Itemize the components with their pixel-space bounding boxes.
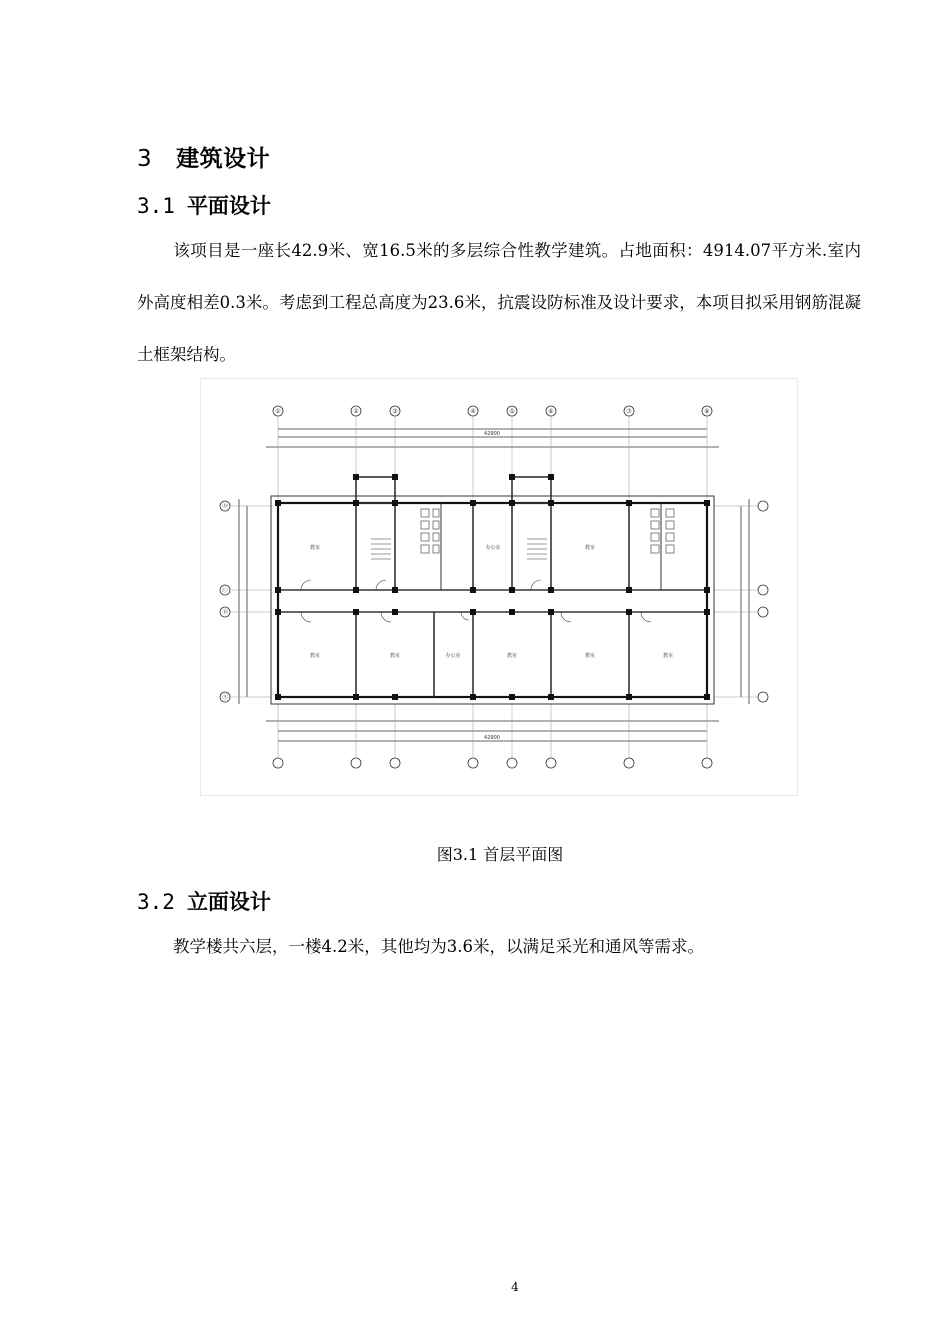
floor-plan-figure — [200, 378, 798, 796]
paragraph-1-text: 该项目是一座长42.9米、宽16.5米的多层综合性教学建筑。占地面积：4914.07平方米.室内外高度相差0.3米。考虑到工程总高度为23.6米，抗震设防标准及设计要求，本项目拟采用钢筋混凝土框架结构。 — [137, 241, 861, 364]
axis-top-4: ④ — [470, 408, 476, 415]
room-label-7: 教室 — [662, 653, 674, 659]
figure-caption: 图3.1 首层平面图 — [436, 845, 564, 864]
subsection-number-2: 3.2 — [137, 890, 175, 914]
office-label-1: 办公室 — [485, 545, 501, 551]
subsection-title-2: 立面设计 — [186, 890, 271, 914]
subsection-heading-1 — [137, 190, 271, 220]
axis-markers-top — [273, 406, 712, 416]
paragraph-2 — [137, 921, 861, 973]
room-label-1: 教室 — [309, 545, 321, 551]
subsection-title-1: 平面设计 — [186, 194, 271, 218]
axis-top-8: ⑧ — [704, 408, 710, 415]
subsection-number-1: 3.1 — [137, 194, 175, 218]
paragraph-2-text: 教学楼共六层，一楼4.2米，其他均为3.6米，以满足采光和通风等需求。 — [173, 937, 704, 956]
office-label-2: 办公室 — [445, 653, 461, 659]
section-number: 3 — [137, 146, 153, 172]
paragraph-1 — [137, 225, 861, 381]
subsection-heading-2 — [137, 886, 271, 916]
room-label-3: 教室 — [309, 653, 321, 659]
axis-top-7: ⑦ — [626, 408, 632, 415]
axis-markers-bottom — [273, 758, 712, 768]
room-label-2: 教室 — [584, 545, 596, 551]
axis-top-3: ③ — [392, 408, 398, 415]
room-label-4: 教室 — [389, 653, 401, 659]
total-dimension-bottom: 42900 — [484, 735, 500, 741]
section-title: 建筑设计 — [176, 146, 271, 172]
section-heading — [137, 140, 270, 173]
axis-top-6: ⑥ — [548, 408, 554, 415]
axis-side-b: Ⓑ — [221, 609, 229, 616]
axis-side-d: Ⓓ — [221, 503, 229, 510]
floor-plan-drawing — [201, 379, 797, 795]
room-label-6: 教室 — [584, 653, 596, 659]
axis-top-1: ① — [275, 408, 281, 415]
room-label-5: 教室 — [506, 653, 518, 659]
axis-markers-side — [220, 501, 768, 702]
axis-side-c: Ⓒ — [221, 587, 229, 594]
page-number: 4 — [511, 1280, 519, 1294]
axis-top-5: ⑤ — [509, 408, 515, 415]
total-dimension: 42900 — [484, 431, 500, 437]
axis-side-a: Ⓐ — [221, 694, 229, 701]
axis-top-2: ② — [353, 408, 359, 415]
